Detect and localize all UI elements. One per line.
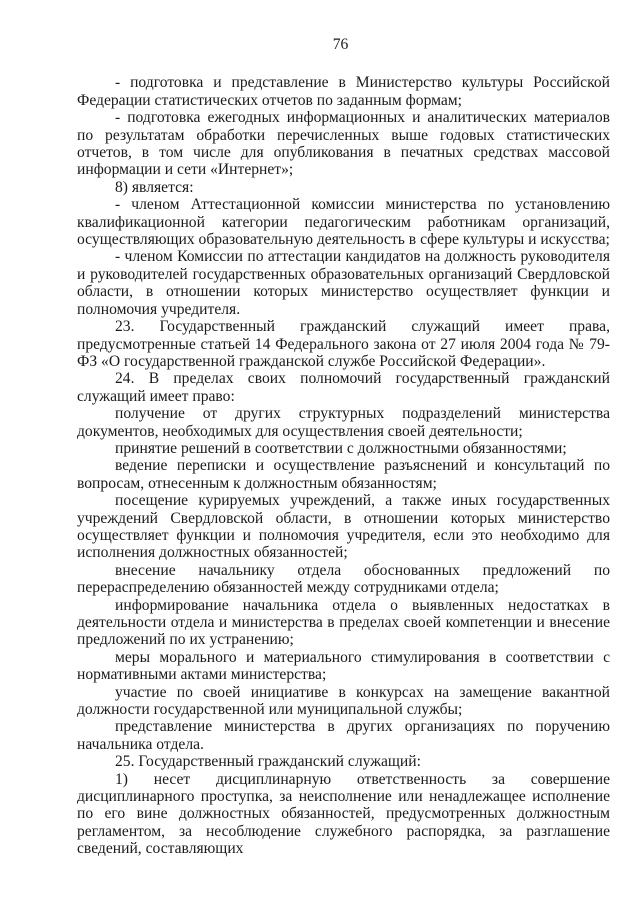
paragraph: представление министерства в других организациях по поручению начальника отдела.	[77, 718, 610, 753]
paragraph: 25. Государственный гражданский служащий:	[115, 753, 421, 771]
paragraph: 23. Государственный гражданский служащий имеет права, предусмотренные статьей 14 Федерального закона от 27 июля 2004 года № 79-ФЗ «О государственной гражданской службе Российской Федерации».	[77, 318, 610, 370]
paragraph: - подготовка ежегодных информационных и аналитических материалов по результатам обработки перечисленных выше годовых статистических отчетов, в том числе для опубликования в печатных средствах массовой информации и сети «Интернет»;	[77, 109, 610, 179]
paragraph: посещение курируемых учреждений, а также иных государственных учреждений Свердловской области, в отношении которых министерство осуществляет функции и полномочия учредителя, если это необходимо для исполнения должностных обязанностей;	[77, 492, 610, 562]
paragraph: меры морального и материального стимулирования в соответствии с нормативными актами министерства;	[77, 648, 610, 684]
paragraph: 8) является:	[115, 178, 194, 196]
paragraph: - членом Комиссии по аттестации кандидатов на должность руководителя и руководителей государственных образовательных организаций Свердловской области, в отношении которых министерство осуществляет функции и полномочия учредителя.	[77, 248, 610, 318]
paragraph: 24. В пределах своих полномочий государственный гражданский служащий имеет право:	[77, 370, 610, 405]
paragraph: ведение переписки и осуществление разъяснений и консультаций по вопросам, отнесенным к должностным обязанностям;	[77, 457, 610, 492]
paragraph: 1) несет дисциплинарную ответственность за совершение дисциплинарного проступка, за неисполнение или ненадлежащее исполнение по его вине должностных обязанностей, предусмотренных должностным регламентом, за несоблюдение служебного распорядка, за разглашение сведений, составляющих	[77, 770, 610, 858]
paragraph: внесение начальнику отдела обоснованных предложений по перераспределению обязанностей между сотрудниками отдела;	[77, 561, 610, 597]
paragraph: информирование начальника отдела о выявленных недостатках в деятельности отдела и министерства в пределах своей компетенции и внесение предложений по их устранению;	[77, 596, 610, 649]
paragraph: - подготовка и представление в Министерство культуры Российской Федерации статистических отчетов по заданным формам;	[77, 74, 610, 109]
paragraph: принятие решений в соответствии с должностными обязанностями;	[115, 439, 567, 457]
paragraph: получение от других структурных подразделений министерства документов, необходимых для осуществления своей деятельности;	[77, 405, 610, 440]
paragraph: - членом Аттестационной комиссии министерства по установлению квалификационной категории педагогическим работникам организаций, осуществляющих образовательную деятельность в сфере культуры и искусства;	[77, 196, 610, 249]
page-number: 76	[332, 36, 349, 53]
paragraph: участие по своей инициативе в конкурсах на замещение вакантной должности государственной или муниципальной службы;	[77, 683, 610, 719]
